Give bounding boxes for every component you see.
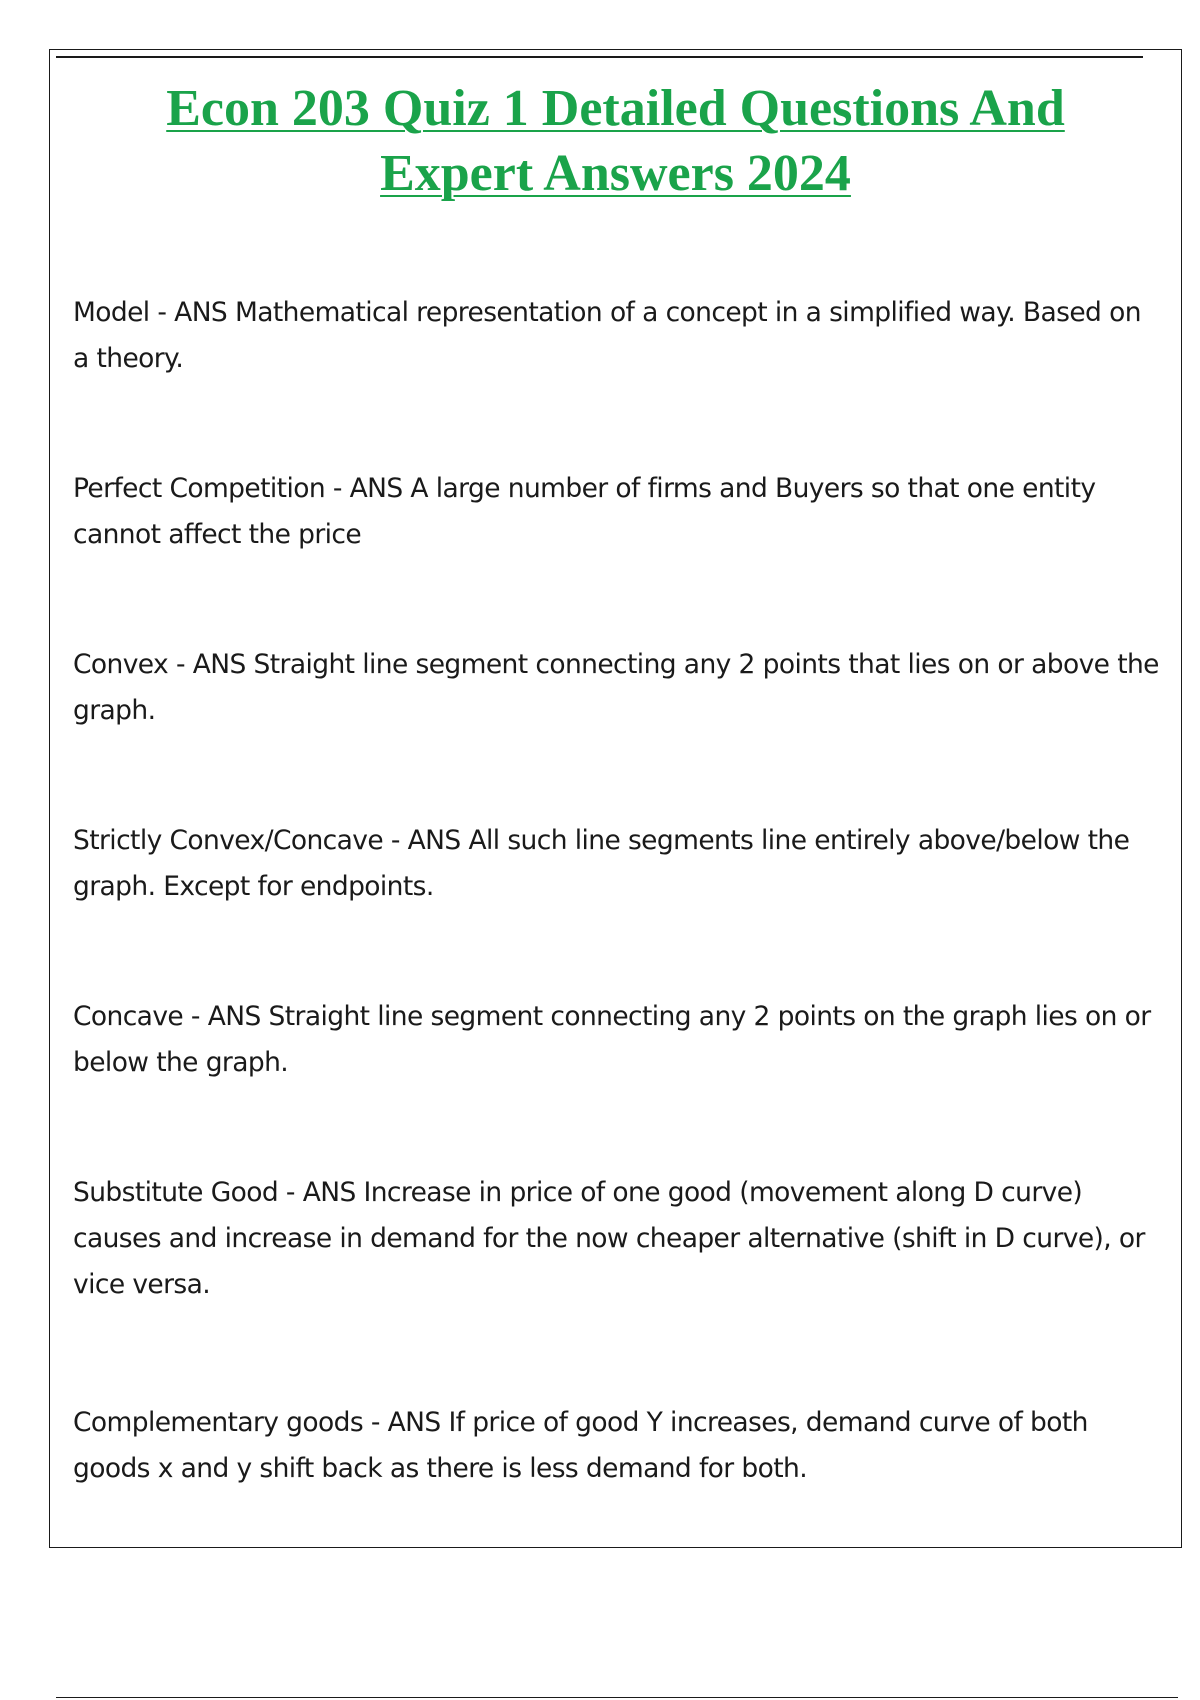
qa-entry-concave: Concave - ANS Straight line segment connecting any 2 points on the graph lies on or below the graph.	[73, 1001, 1151, 1078]
qa-entry-substitute-good: Substitute Good - ANS Increase in price of one good (movement along D curve) causes and increase in demand for the now cheaper alternative (shift in D curve), or vice versa.	[73, 1177, 1145, 1300]
top-rule	[56, 56, 1143, 58]
qa-entry-model: Model - ANS Mathematical representation of a concept in a simplified way. Based on a theory.	[73, 297, 1141, 374]
qa-entry-complementary-goods: Complementary goods - ANS If price of good Y increases, demand curve of both goods x and y shift back as there is less demand for both.	[73, 1407, 1088, 1484]
qa-list	[73, 290, 1163, 1492]
qa-entry-strictly-convex-concave: Strictly Convex/Concave - ANS All such line segments line entirely above/below the graph. Except for endpoints.	[73, 825, 1130, 902]
bottom-rule	[56, 1697, 1178, 1698]
document-title: Econ 203 Quiz 1 Detailed Questions And Expert Answers 2024	[166, 80, 1065, 202]
qa-entry-perfect-competition: Perfect Competition - ANS A large number of firms and Buyers so that one entity cannot affect the price	[73, 473, 1096, 550]
qa-entry-convex: Convex - ANS Straight line segment connecting any 2 points that lies on or above the graph.	[73, 649, 1159, 726]
content-frame	[49, 49, 1182, 1548]
